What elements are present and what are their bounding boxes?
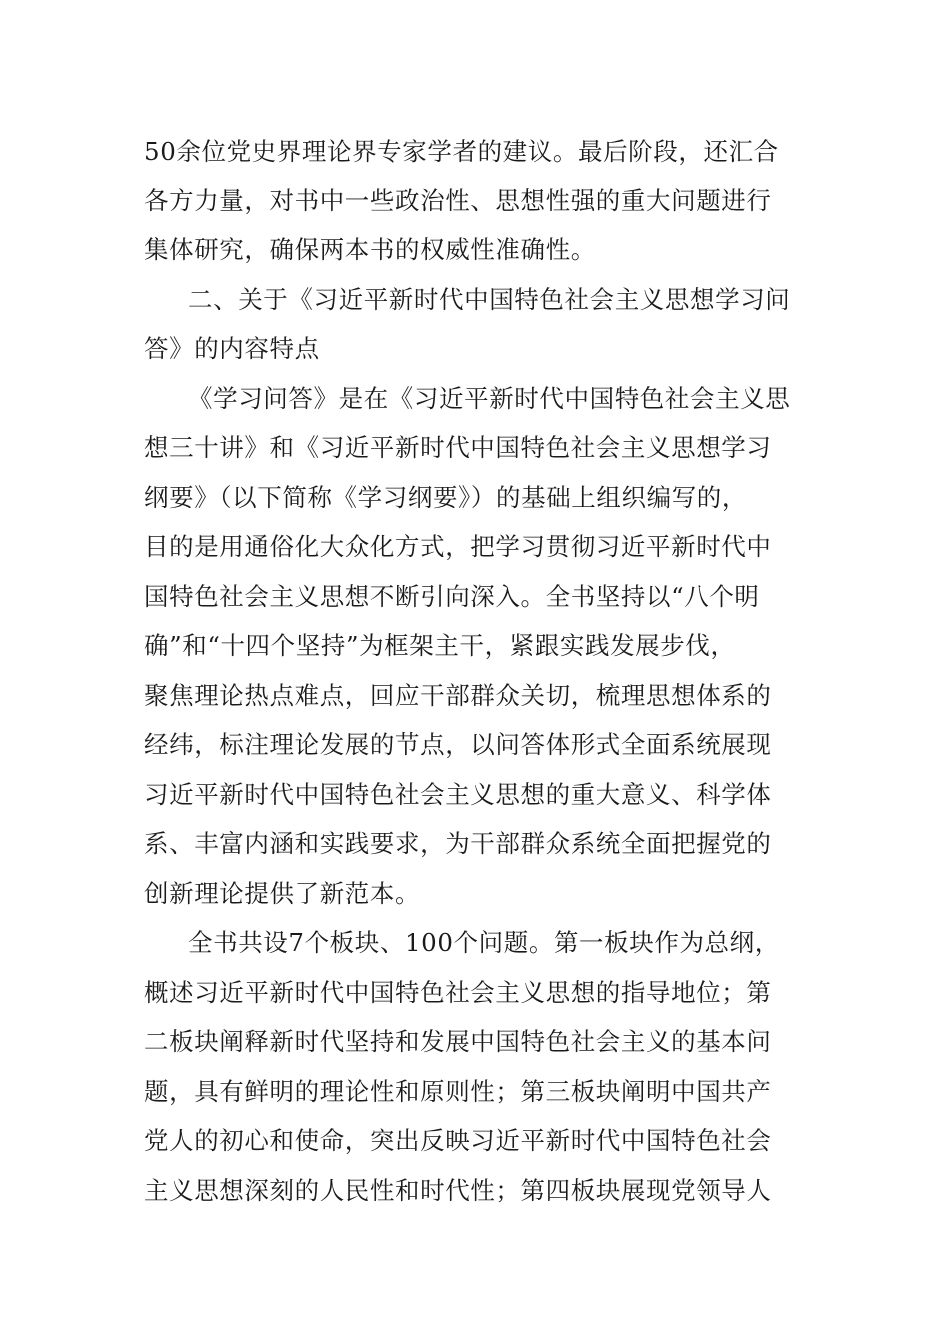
text-line: 各方力量，对书中一些政治性、思想性强的重大问题进行 [144, 186, 772, 215]
text-line: 目的是用通俗化大众化方式，把学习贯彻习近平新时代中 [144, 532, 772, 561]
text-line: 经纬，标注理论发展的节点，以问答体形式全面系统展现 [144, 730, 772, 759]
text-line: 确”和“十四个坚持”为框架主干，紧跟实践发展步伐， [144, 631, 736, 660]
text-line: 想三十讲》和《习近平新时代中国特色社会主义思想学习 [144, 433, 772, 462]
text-line: 国特色社会主义思想不断引向深入。全书坚持以“八个明 [144, 582, 760, 611]
text-line: 主义思想深刻的人民性和时代性；第四板块展现党领导人 [144, 1176, 772, 1205]
text-line: 集体研究，确保两本书的权威性准确性。 [144, 235, 596, 264]
text-line: 系、丰富内涵和实践要求，为干部群众系统全面把握党的 [144, 829, 772, 858]
text-line: 习近平新时代中国特色社会主义思想的重大意义、科学体 [144, 780, 772, 809]
section-heading-continued: 答》的内容特点 [144, 334, 320, 363]
text-line: 创新理论提供了新范本。 [144, 879, 421, 908]
text-line: 题，具有鲜明的理论性和原则性；第三板块阐明中国共产 [144, 1077, 772, 1106]
text-line: 全书共设7个板块、100个问题。第一板块作为总纲， [188, 928, 780, 957]
text-line: 党人的初心和使命，突出反映习近平新时代中国特色社会 [144, 1126, 772, 1155]
section-heading: 二、关于《习近平新时代中国特色社会主义思想学习问 [188, 285, 791, 314]
text-line: 二板块阐释新时代坚持和发展中国特色社会主义的基本问 [144, 1027, 772, 1056]
text-line: 《学习问答》是在《习近平新时代中国特色社会主义思 [188, 384, 791, 413]
text-line: 50余位党史界理论界专家学者的建议。最后阶段，还汇合 [144, 137, 779, 166]
text-line: 纲要》（以下简称《学习纲要》）的基础上组织编写的， [144, 483, 747, 512]
text-line: 聚焦理论热点难点，回应干部群众关切，梳理思想体系的 [144, 681, 772, 710]
text-line: 概述习近平新时代中国特色社会主义思想的指导地位；第 [144, 978, 772, 1007]
